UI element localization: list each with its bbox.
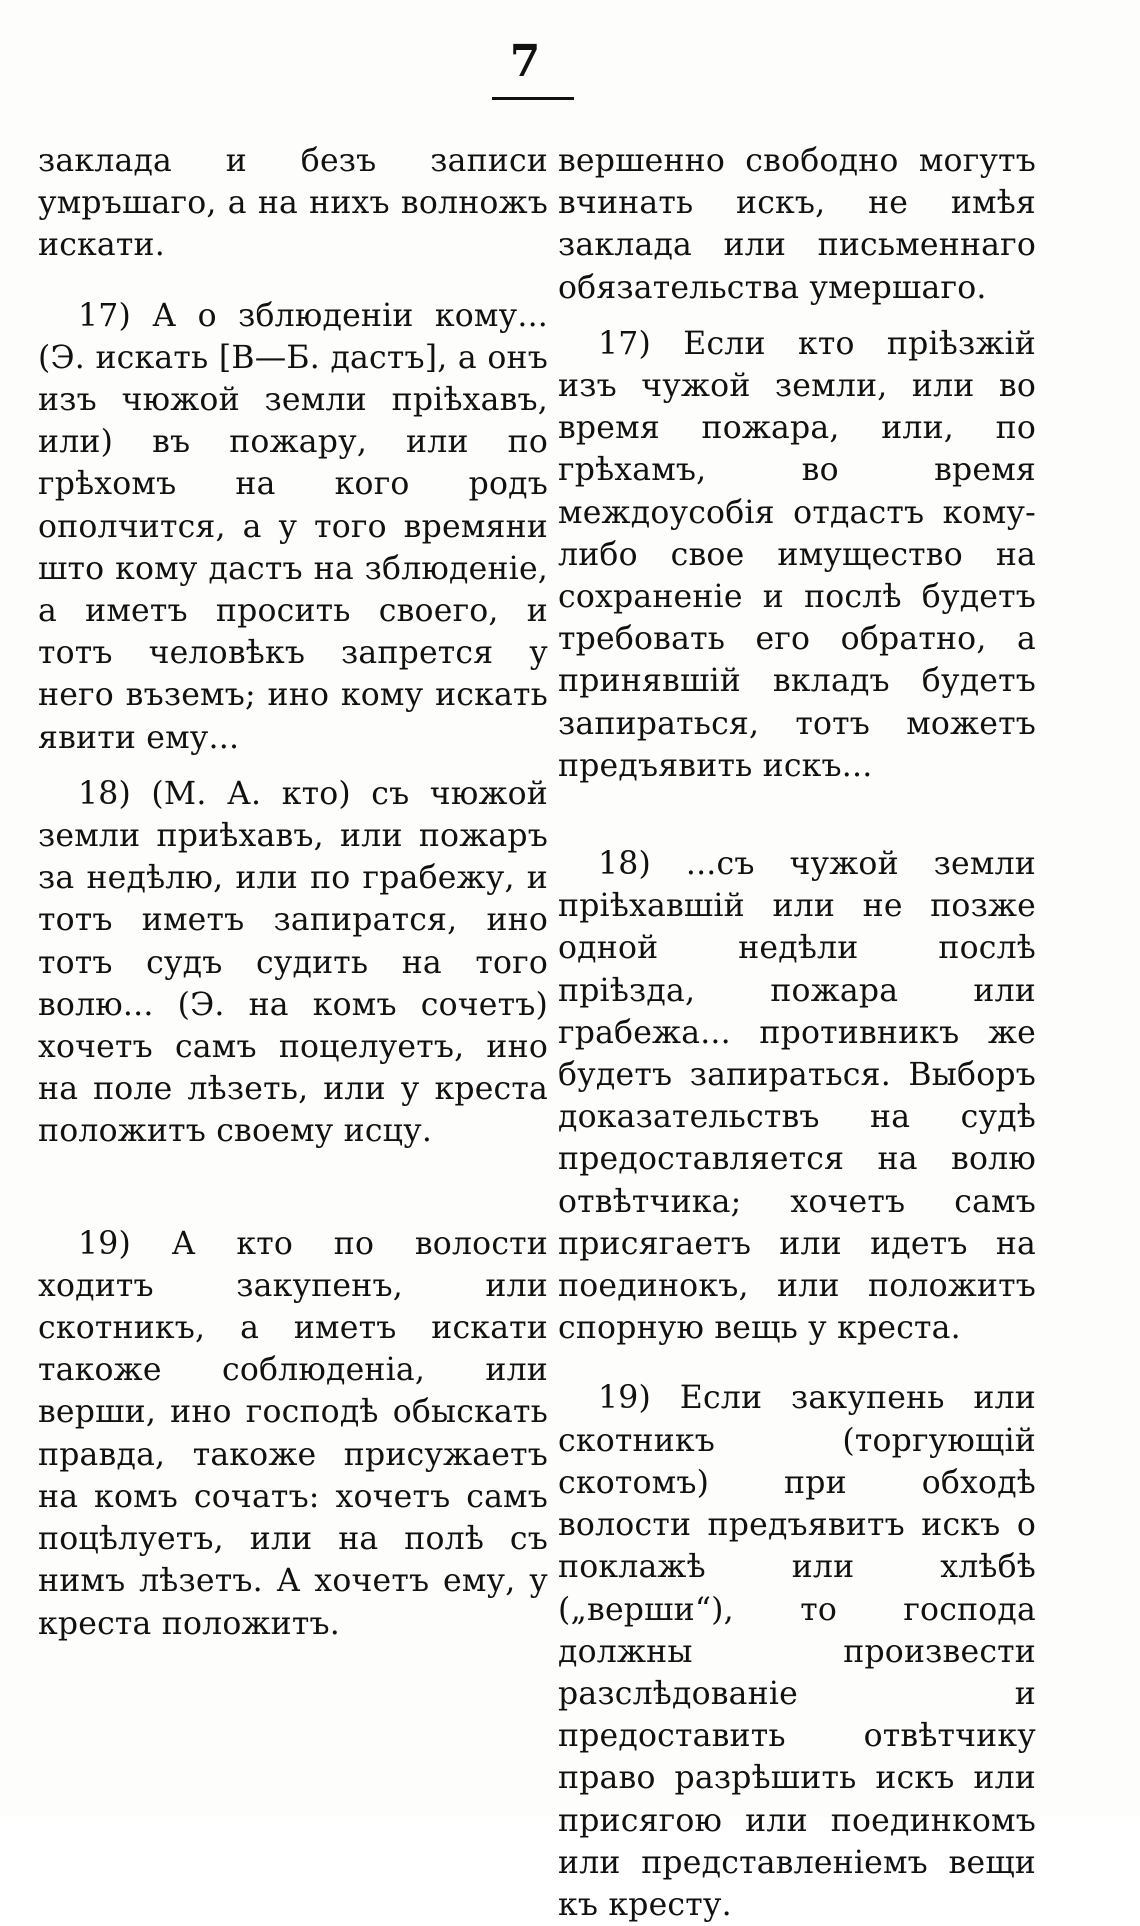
- page-number: 7: [509, 36, 541, 87]
- page-number-underline: [492, 97, 574, 100]
- left-paragraph-intro: заклада и безъ записи умръшаго, а на нихъ волножъ искати.: [38, 143, 548, 264]
- right-paragraph-19: 19) Если закупень или скотникъ (торгующій скотомъ) при обходѣ волости предъявитъ искъ о поклажѣ или хлѣбѣ („верши“), то господа должны произвести разслѣдованіе и предоставить отвѣтчику право разрѣшить искъ или присягою или поединкомъ или представленіемъ вещи къ кресту.: [558, 1380, 1036, 1923]
- left-paragraph-17: 17) А о зблюденіи кому... (Э. искать [В—Б. дастъ], а онъ изъ чюжой земли пріѣхавъ, или) въ пожару, или по грѣхомъ на кого родъ ополчится, а у того времяни што кому дастъ на зблюденіе, а иметъ просить своего, и тотъ человѣкъ запрется у него въземъ; ино кому искать явити ему...: [38, 297, 548, 756]
- right-paragraph-intro: вершенно свободно могутъ вчинать искъ, не имѣя заклада или письменнаго обязательства умершаго.: [558, 143, 1036, 306]
- left-paragraph-19: 19) А кто по волости ходитъ закупенъ, или скотникъ, а иметъ искати такоже соблюденіа, или верши, ино господѣ обыскать правда, такоже присужаетъ на комъ сочатъ: хочетъ самъ поцѣлуетъ, или на полѣ съ нимъ лѣзетъ. А хочетъ ему, у креста положитъ.: [38, 1225, 548, 1642]
- left-column-old-text: [38, 140, 548, 1645]
- left-paragraph-18: 18) (М. А. кто) съ чюжой земли приѣхавъ, или пожаръ за недѣлю, или по грабежу, и тотъ иметъ запиратся, ино тотъ судъ судить на того волю... (Э. на комъ сочетъ) хочетъ самъ поцелуетъ, ино на поле лѣзеть, или у креста положитъ своему исцу.: [38, 775, 548, 1150]
- right-paragraph-18: 18) ...съ чужой земли пріѣхавшій или не позже одной недѣли послѣ пріѣзда, пожара или грабежа... противникъ же будетъ запираться. Выборъ доказательствъ на судѣ предоставляется на волю отвѣтчика; хочетъ самъ присягаетъ или идетъ на поединокъ, или положитъ спорную вещь у креста.: [558, 846, 1036, 1347]
- right-column-translation: [558, 140, 1036, 1926]
- right-paragraph-17: 17) Если кто пріѣзжій изъ чужой земли, или во время пожара, или, по грѣхамъ, во время междоусобія отдастъ кому-либо свое имущество на сохраненіе и послѣ будетъ требовать его обратно, а принявшій вкладъ будетъ запираться, тотъ можетъ предъявить искъ...: [558, 325, 1036, 784]
